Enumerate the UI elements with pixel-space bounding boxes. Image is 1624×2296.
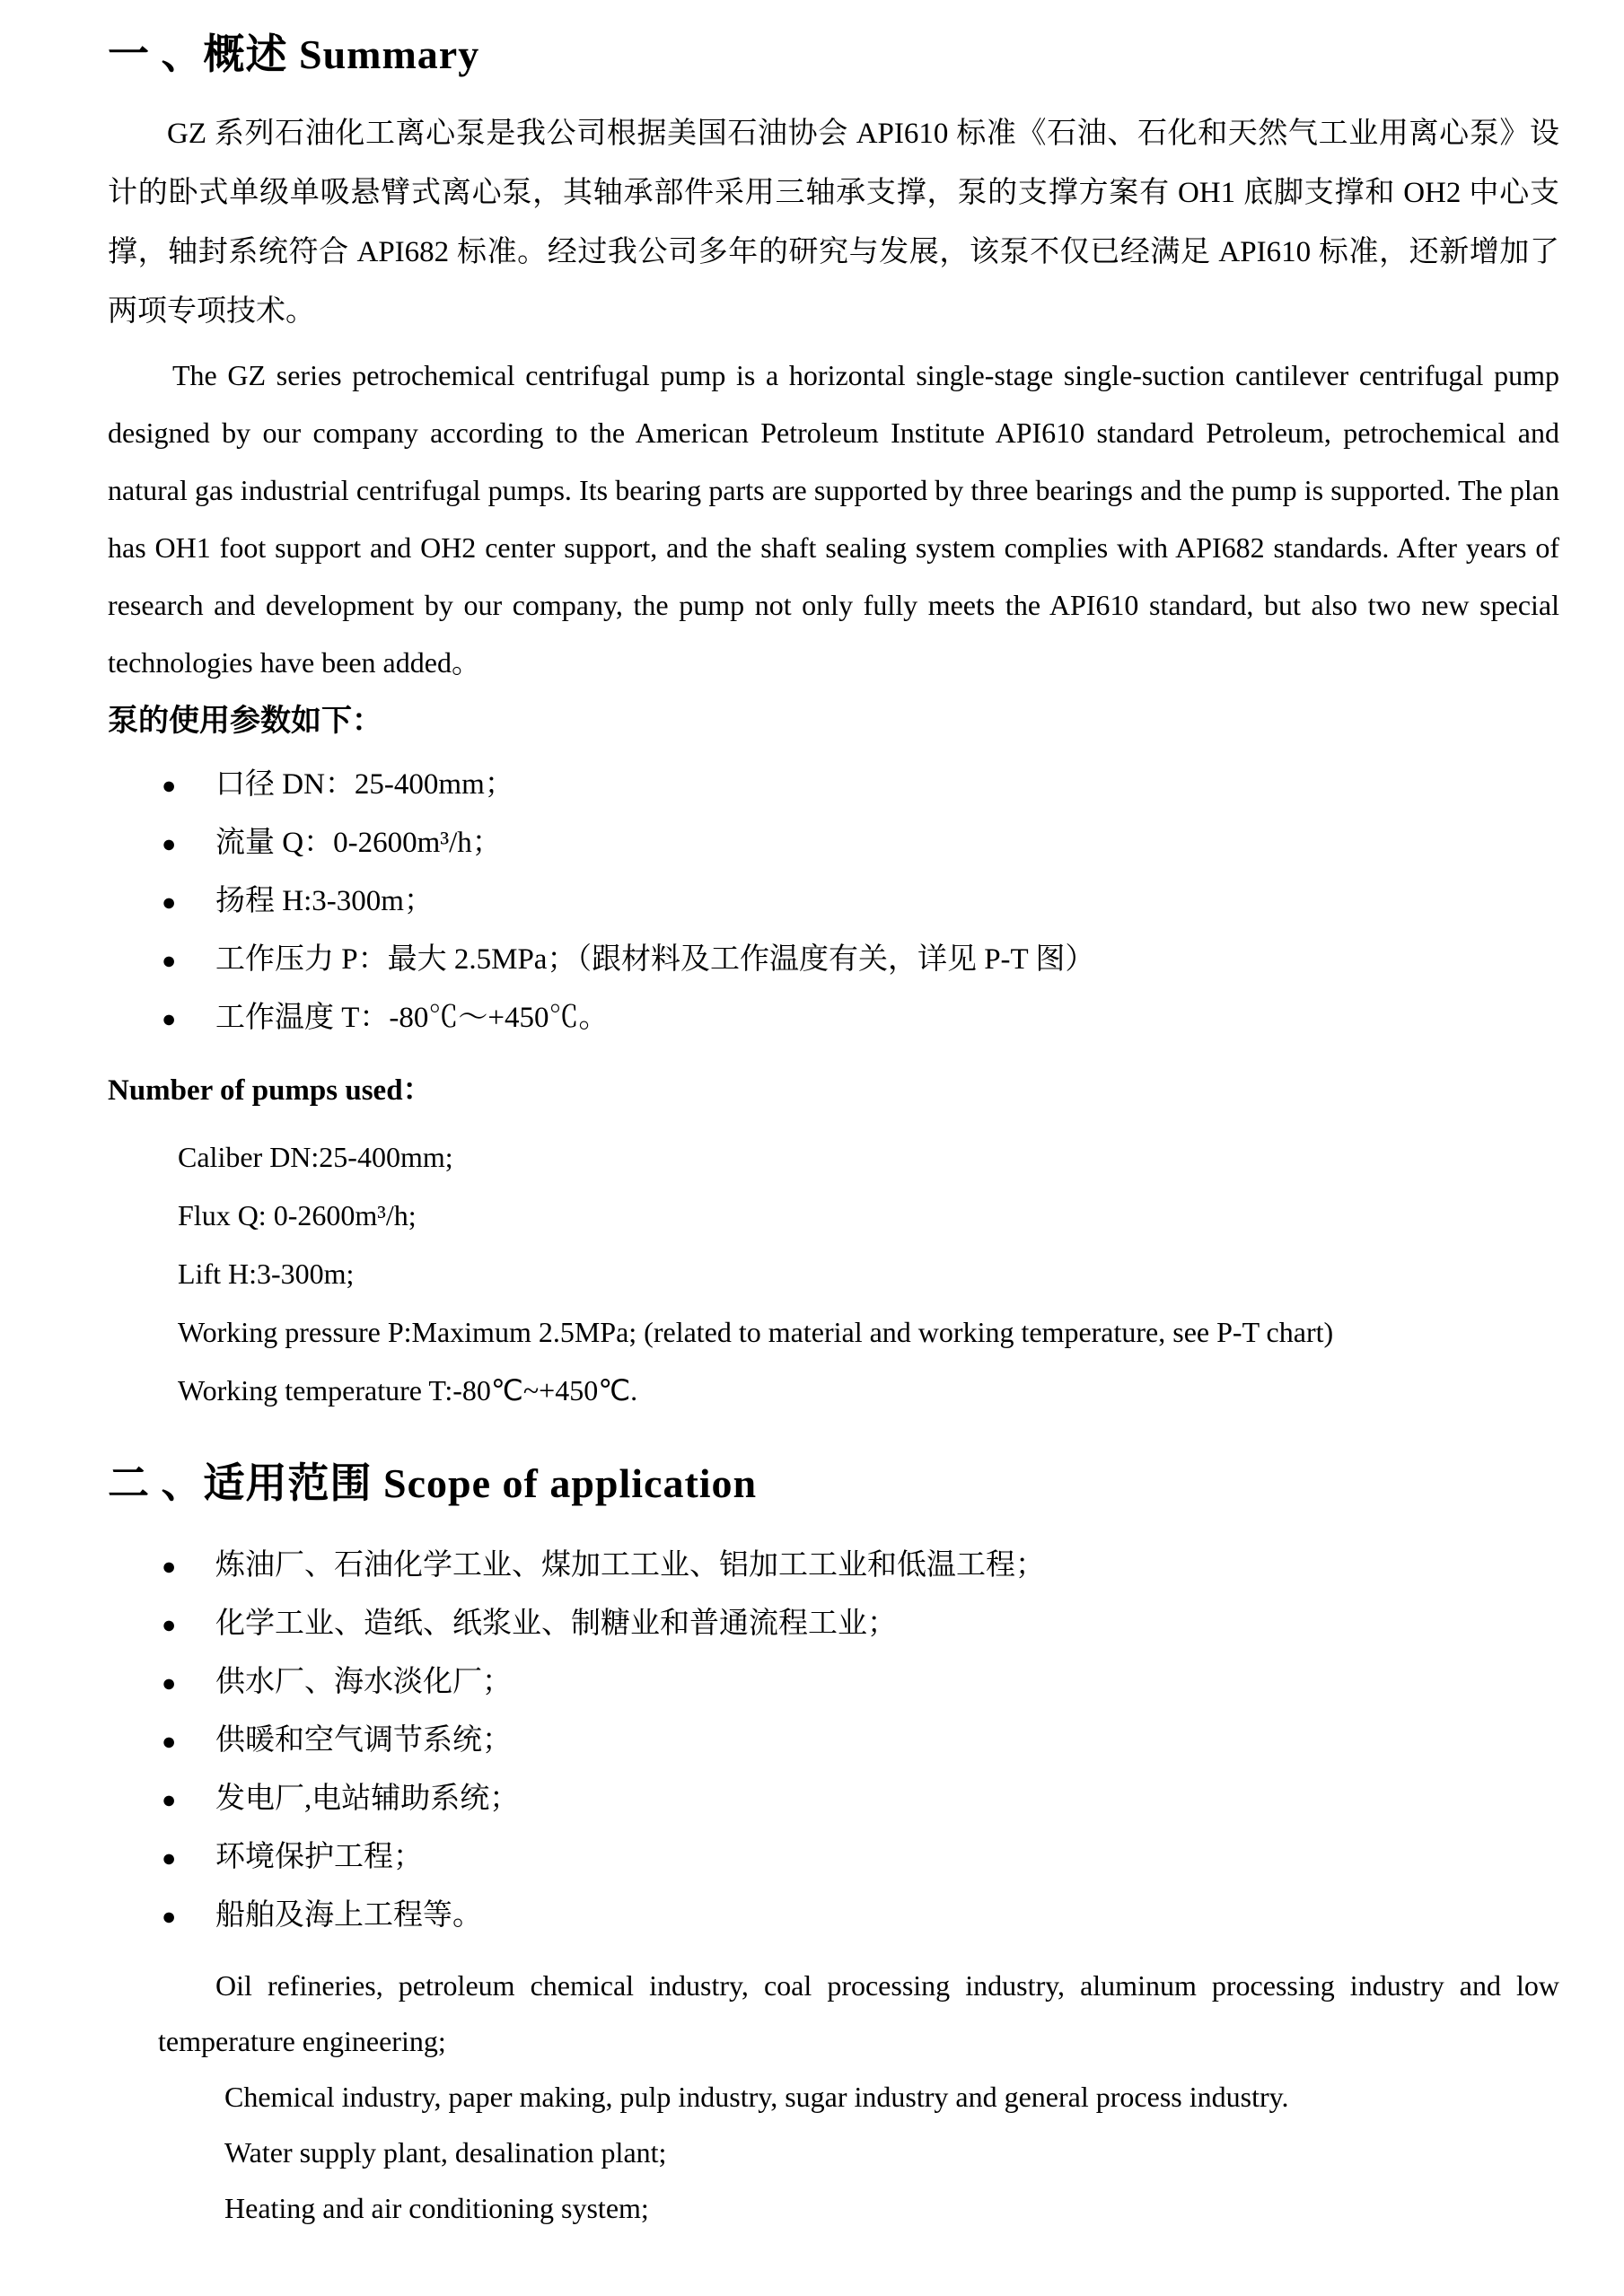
list-item (162, 814, 1559, 872)
bullet-icon: ● (162, 1611, 177, 1638)
param-temperature-en: Working temperature T:-80℃~+450℃. (178, 1374, 638, 1407)
param-pressure-en: Working pressure P:Maximum 2.5MPa; (related to material and working temperature, see P-T chart) (178, 1316, 1334, 1348)
application-marine-zh: 船舶及海上工程等。 (215, 1899, 482, 1932)
section-1-heading: 一 、概述 Summary (108, 31, 480, 77)
pump-params-zh-list (108, 756, 1559, 1047)
param-flux-zh: 流量 Q：0-2600m³/h； (215, 827, 502, 859)
list-item (162, 1712, 1559, 1770)
applications-en-water: Water supply plant, desalination plant; (224, 2136, 667, 2169)
list-item (162, 872, 1559, 931)
applications-en-heating: Heating and air conditioning system; (224, 2192, 649, 2224)
applications-en-refineries: Oil refineries, petroleum chemical industry, coal processing industry, aluminum processing industry and low temperature engineering; (158, 1969, 1559, 2057)
application-environment-zh: 环境保护工程； (215, 1841, 423, 1873)
param-pressure-zh: 工作压力 P：最大 2.5MPa；（跟材料及工作温度有关，详见 P-T 图） (215, 943, 1095, 976)
param-temperature-zh: 工作温度 T：-80℃～+450℃。 (215, 1002, 609, 1034)
application-refineries-zh: 炼油厂、石油化学工业、煤加工工业、铝加工工业和低温工程； (215, 1549, 1045, 1582)
summary-paragraph-en: The GZ series petrochemical centrifugal pump is a horizontal single-stage single-suction cantilever centrifugal pump designed by our company according to the American Petroleum Institute API610 standard Petroleum, petrochemical and natural gas industrial centrifugal pumps. Its bearing parts are supported by three bearings and the pump is supported. The plan has OH1 foot support and OH2 center support, and the shaft sealing system complies with API682 standards. After years of research and development by our company, the pump not only fully meets the API610 standard, but also two new special technologies have been added。 (108, 359, 1559, 679)
bullet-icon: ● (162, 1669, 177, 1696)
bullet-icon: ● (162, 1728, 177, 1755)
list-item (162, 1537, 1559, 1595)
bullet-icon: ● (162, 830, 177, 857)
application-heating-zh: 供暖和空气调节系统； (215, 1724, 512, 1757)
applications-en-chemical: Chemical industry, paper making, pulp industry, sugar industry and general process industry. (224, 2081, 1289, 2113)
pump-params-zh-title: 泵的使用参数如下： (108, 705, 382, 738)
bullet-icon: ● (162, 1005, 177, 1032)
list-item (162, 1595, 1559, 1653)
pump-params-en-title: Number of pumps used： (108, 1074, 433, 1107)
param-caliber-en: Caliber DN:25-400mm; (178, 1141, 453, 1173)
param-flux-en: Flux Q: 0-2600m³/h; (178, 1199, 417, 1231)
list-item (162, 1828, 1559, 1887)
bullet-icon: ● (162, 772, 177, 799)
section-2-heading: 二 、适用范围 Scope of application (108, 1460, 758, 1506)
list-item (162, 1770, 1559, 1828)
application-water-zh: 供水厂、海水淡化厂； (215, 1666, 512, 1698)
summary-paragraph-zh: GZ 系列石油化工离心泵是我公司根据美国石油协会 API610 标准《石油、石化和天然气工业用离心泵》设计的卧式单级单吸悬臂式离心泵，其轴承部件采用三轴承支撑，泵的支撑方案有 OH1 底脚支撑和 OH2 中心支撑，轴封系统符合 API682 标准。经过我公司多年的研究与发展，该泵不仅已经满足 API610 标准，还新增加了两项专项技术。 (108, 118, 1559, 328)
list-item (162, 931, 1559, 989)
bullet-icon: ● (162, 1903, 177, 1930)
param-lift-en: Lift H:3-300m; (178, 1258, 355, 1290)
list-item (162, 756, 1559, 814)
application-chemical-zh: 化学工业、造纸、纸浆业、制糖业和普通流程工业； (215, 1608, 897, 1640)
pump-params-en-list (178, 1128, 1559, 1420)
param-caliber-zh: 口径 DN：25-400mm； (215, 768, 514, 801)
param-lift-zh: 扬程 H:3-300m； (215, 885, 434, 917)
bullet-icon: ● (162, 1845, 177, 1871)
list-item (162, 1887, 1559, 1945)
list-item (162, 1653, 1559, 1712)
bullet-icon: ● (162, 947, 177, 974)
list-item (162, 989, 1559, 1047)
bullet-icon: ● (162, 1553, 177, 1580)
bullet-icon: ● (162, 889, 177, 916)
application-power-zh: 发电厂,电站辅助系统； (215, 1783, 520, 1815)
bullet-icon: ● (162, 1786, 177, 1813)
applications-zh-list (108, 1537, 1559, 1945)
